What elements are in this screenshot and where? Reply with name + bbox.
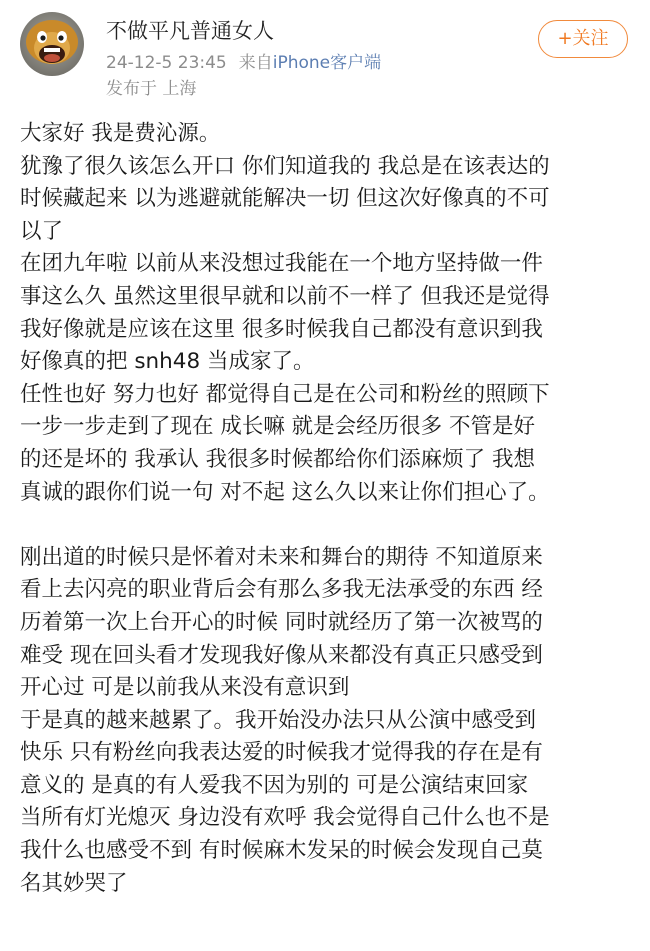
post-line: 真诚的跟你们说一句 对不起 这么久以来让你们担心了。 xyxy=(20,479,550,505)
post-line: 意义的 是真的有人爱我不因为别的 可是公演结束回家 xyxy=(20,772,529,798)
post-line: 犹豫了很久该怎么开口 你们知道我的 我总是在该表达的 xyxy=(20,153,550,179)
post-line: 历着第一次上台开心的时候 同时就经历了第一次被骂的 xyxy=(20,609,543,635)
post-line xyxy=(20,509,636,542)
post-line: 以了 xyxy=(20,218,64,244)
post-line: 在团九年啦 以前从来没想过我能在一个地方坚持做一件 xyxy=(20,251,543,277)
post-line: 难受 现在回头看才发现我好像从来都没有真正只感受到 xyxy=(20,642,543,668)
post-line: 任性也好 努力也好 都觉得自己是在公司和粉丝的照顾下 xyxy=(20,381,550,407)
follow-button[interactable]: +关注 xyxy=(538,20,628,58)
avatar[interactable] xyxy=(20,12,84,76)
post-date: 24-12-5 23:45 xyxy=(106,53,227,73)
post-line: 看上去闪亮的职业背后会有那么多我无法承受的东西 经 xyxy=(20,577,543,603)
post-line: 事这么久 虽然这里很早就和以前不一样了 但我还是觉得 xyxy=(20,283,550,309)
post-meta xyxy=(106,52,381,74)
source-link[interactable]: iPhone客户端 xyxy=(272,53,382,73)
post-line: 刚出道的时候只是怀着对未来和舞台的期待 不知道原来 xyxy=(20,544,543,570)
post-line: 的还是坏的 我承认 我很多时候都给你们添麻烦了 我想 xyxy=(20,446,536,472)
post-line: 大家好 我是费沁源。 xyxy=(20,121,221,146)
cartoon-face-avatar-icon xyxy=(20,12,84,76)
post-location: 发布于 上海 xyxy=(106,79,197,99)
post-line: 快乐 只有粉丝向我表达爱的时候我才觉得我的存在是有 xyxy=(20,740,543,766)
post-line: 当所有灯光熄灭 身边没有欢呼 我会觉得自己什么也不是 xyxy=(20,805,550,831)
post-body xyxy=(20,118,636,900)
post-line: 我好像就是应该在这里 很多时候我自己都没有意识到我 xyxy=(20,316,543,342)
post-line: 我什么也感受不到 有时候麻木发呆的时候会发现自己莫 xyxy=(20,838,543,864)
post-line: 一步一步走到了现在 成长嘛 就是会经历很多 不管是好 xyxy=(20,414,536,440)
post-line: 于是真的越来越累了。我开始没办法只从公演中感受到 xyxy=(20,707,537,733)
post-line: 时候藏起来 以为逃避就能解决一切 但这次好像真的不可 xyxy=(20,186,550,212)
post-line: 好像真的把 snh48 当成家了。 xyxy=(20,349,315,375)
username[interactable]: 不做平凡普通女人 xyxy=(106,19,274,43)
post-line: 名其妙哭了 xyxy=(20,870,128,896)
post-line: 开心过 可是以前我从来没有意识到 xyxy=(20,675,350,701)
source-prefix: 来自 xyxy=(238,53,273,73)
